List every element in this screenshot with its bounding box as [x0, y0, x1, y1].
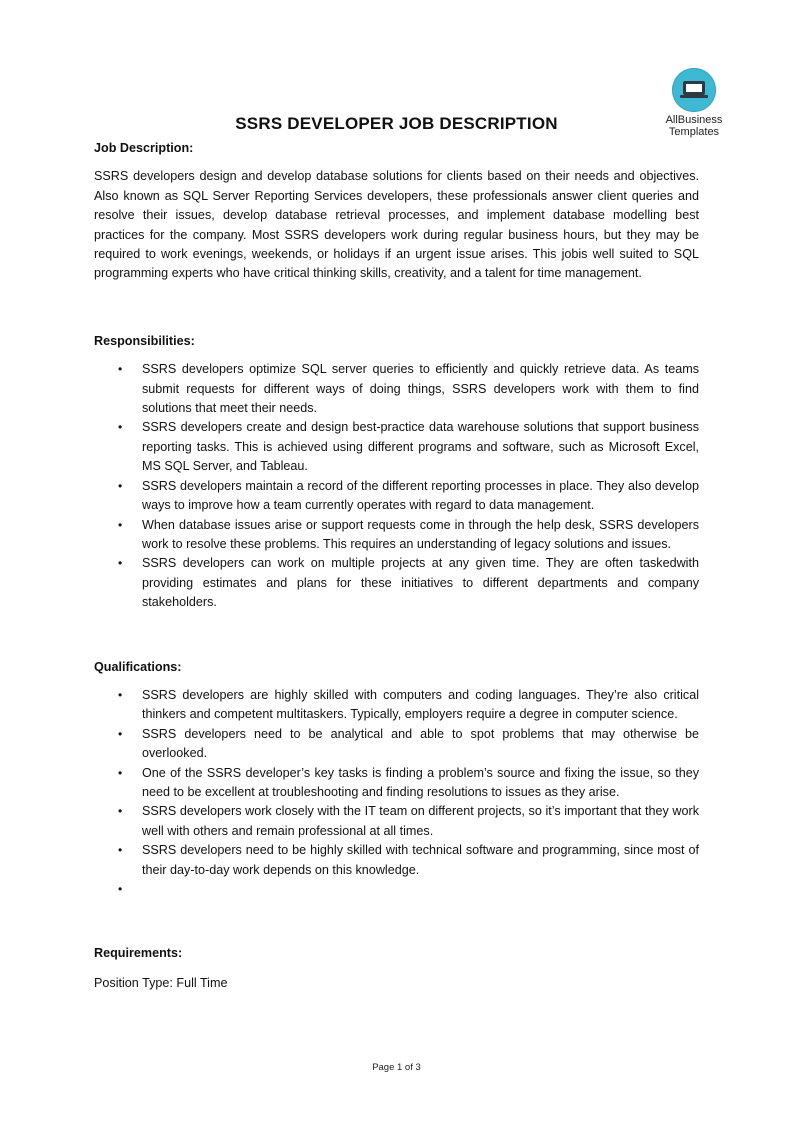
page-title: SSRS DEVELOPER JOB DESCRIPTION — [235, 114, 558, 133]
job-description-text: SSRS developers design and develop database solutions for clients based on their needs and objectives. Also known as SQL Server Reporting Services developers, these professionals answer client queries and resolve their issues, develop database retrieval processes, and implement database modelling best practices for the company. Most SSRS developers work during regular business hours, but they may be required to work evenings, weekends, or holidays if an urgent issue arises. This jobis well suited to SQL programming experts who have critical thinking skills, creativity, and a talent for time management. — [94, 169, 699, 281]
qualifications-heading: Qualifications: — [94, 659, 182, 674]
list-item — [94, 764, 699, 803]
bullet-icon: • — [118, 765, 123, 780]
list-item-text: SSRS developers need to be highly skilled with technical software and programming, since most of their day-to-day work depends on this knowledge. — [142, 843, 699, 877]
logo-line-2: Templates — [668, 126, 720, 138]
responsibilities-list — [94, 360, 699, 612]
responsibilities-heading: Responsibilities: — [94, 333, 195, 348]
list-item-text: SSRS developers are highly skilled with computers and coding languages. They’re also critical thinkers and competent multitaskers. Typically, employers require a degree in computer science. — [142, 687, 699, 722]
list-item-text: SSRS developers work closely with the IT team on different projects, so it’s important that they work well with others and remain professional at all times. — [142, 804, 699, 838]
list-item-text: SSRS developers need to be analytical and able to spot problems that may otherwise be overlooked. — [142, 726, 699, 761]
list-item — [94, 360, 699, 418]
list-item-text: SSRS developers create and design best-practice data warehouse solutions that support business reporting tasks. This is achieved using different programs and software, such as Microsoft Excel, MS SQL Server, and Tableau. — [142, 420, 699, 474]
requirements-heading: Requirements: — [94, 946, 183, 961]
list-item — [94, 554, 699, 612]
bullet-icon: • — [118, 687, 123, 702]
list-item-text: When database issues arise or support requests come in through the help desk, SSRS developers work to resolve these problems. This requires an understanding of legacy solutions and issues. — [142, 517, 699, 551]
bullet-icon: • — [118, 804, 123, 819]
bullet-icon: • — [118, 556, 123, 571]
list-item — [94, 841, 699, 880]
list-item — [94, 686, 699, 725]
list-item-text: SSRS developers can work on multiple projects at any given time. They are often taskedwith providing estimates and plans for these initiatives to different departments and company stakeholders. — [142, 556, 699, 610]
page-number: Page 1 of 3 — [372, 1062, 421, 1073]
bullet-icon: • — [118, 843, 123, 858]
bullet-icon: • — [118, 478, 123, 493]
laptop-icon — [672, 68, 716, 112]
list-item — [94, 516, 699, 555]
bullet-icon: • — [118, 362, 123, 377]
logo-line-1: AllBusiness — [665, 114, 723, 126]
bullet-icon: • — [118, 726, 123, 741]
list-item — [94, 725, 699, 764]
list-item — [94, 477, 699, 516]
list-item — [94, 418, 699, 476]
list-item — [94, 880, 699, 899]
document-body — [94, 139, 699, 993]
qualifications-list — [94, 686, 699, 899]
list-item-text: SSRS developers optimize SQL server queries to efficiently and quickly retrieve data. As teams submit requests for different ways of doing things, SSRS developers work with them to find solutions that meet their needs. — [142, 362, 699, 416]
job-description-heading: Job Description: — [94, 141, 194, 155]
list-item-text: One of the SSRS developer’s key tasks is finding a problem’s source and fixing the issue, so they need to be excellent at troubleshooting and finding resolutions to issues as they arise. — [142, 765, 699, 799]
bullet-icon: • — [118, 420, 123, 435]
bullet-icon: • — [118, 517, 123, 532]
list-item — [94, 802, 699, 841]
position-type: Position Type: Full Time — [94, 975, 228, 990]
list-item-text: SSRS developers maintain a record of the different reporting processes in place. They also develop ways to improve how a team currently operates with regard to data management. — [142, 478, 699, 513]
bullet-icon: • — [118, 882, 123, 896]
